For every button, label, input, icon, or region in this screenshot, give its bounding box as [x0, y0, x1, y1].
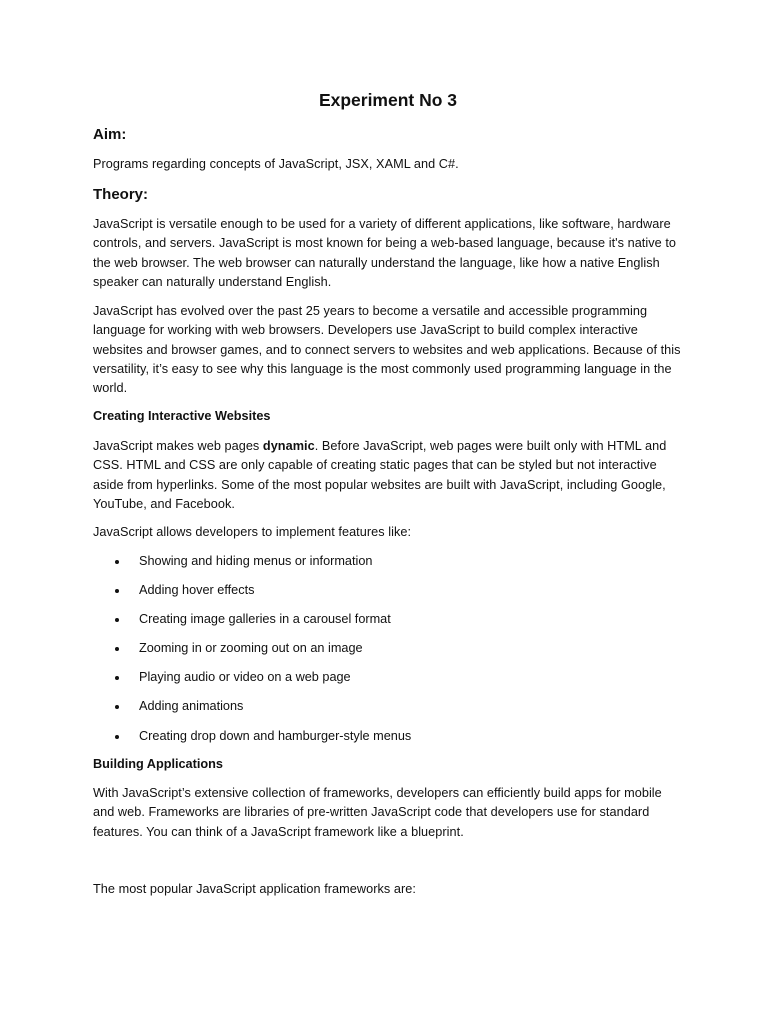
bullet-icon: [115, 735, 119, 739]
aim-text: Programs regarding concepts of JavaScript, JSX, XAML and C#.: [93, 157, 459, 171]
bullet-icon: [115, 705, 119, 709]
theory-paragraph-2: JavaScript has evolved over the past 25 years to become a versatile and accessible programming language for working with web browsers. Developers use JavaScript to build complex interactive websites and browser games, and to connect servers to websites and web applications. Because of this versatility, it’s easy to see why this language is the most commonly used programming language in the world.: [93, 304, 681, 396]
interactive-paragraph: [93, 437, 683, 514]
list-item: Adding animations: [93, 697, 683, 726]
frameworks-intro: The most popular JavaScript application frameworks are:: [93, 882, 416, 896]
bullet-icon: [115, 589, 119, 593]
aim-heading: Aim:: [93, 126, 127, 143]
list-item: Adding hover effects: [93, 581, 683, 610]
theory-heading: Theory:: [93, 186, 149, 203]
bullet-icon: [115, 618, 119, 622]
list-item: Creating image galleries in a carousel format: [93, 610, 683, 639]
list-item: Playing audio or video on a web page: [93, 668, 683, 697]
bullet-icon: [115, 647, 119, 651]
theory-paragraph-1: JavaScript is versatile enough to be used for a variety of different applications, like software, hardware controls, and servers. JavaScript is most known for being a web-based language, because it's native to the web browser. The web browser can naturally understand the language, like how a native English speaker can naturally understand English.: [93, 217, 676, 289]
building-applications-heading: Building Applications: [93, 757, 223, 771]
features-list: [93, 552, 683, 756]
interactive-paragraph-end: . Before JavaScript, web pages were built only with HTML and CSS. HTML and CSS are only capable of creating static pages that can be styled but not interactive aside from hyperlinks. Some of the most popular websites are built with JavaScript, including Google, YouTube, and Facebook.: [93, 439, 667, 511]
list-item: Creating drop down and hamburger-style menus: [93, 727, 683, 756]
building-paragraph: With JavaScript’s extensive collection of frameworks, developers can efficiently build apps for mobile and web. Frameworks are libraries of pre-written JavaScript code that developers use for standard features. You can think of a JavaScript framework like a blueprint.: [93, 786, 662, 839]
bullet-icon: [115, 676, 119, 680]
interactive-websites-heading: Creating Interactive Websites: [93, 409, 271, 423]
page-title: Experiment No 3: [318, 90, 458, 110]
dynamic-emphasis: dynamic: [262, 439, 315, 453]
interactive-paragraph-start: JavaScript makes web pages: [93, 439, 263, 453]
bullet-icon: [115, 560, 119, 564]
features-intro: JavaScript allows developers to implement features like:: [93, 525, 412, 539]
list-item: Zooming in or zooming out on an image: [93, 639, 683, 668]
list-item: Showing and hiding menus or information: [93, 552, 683, 581]
